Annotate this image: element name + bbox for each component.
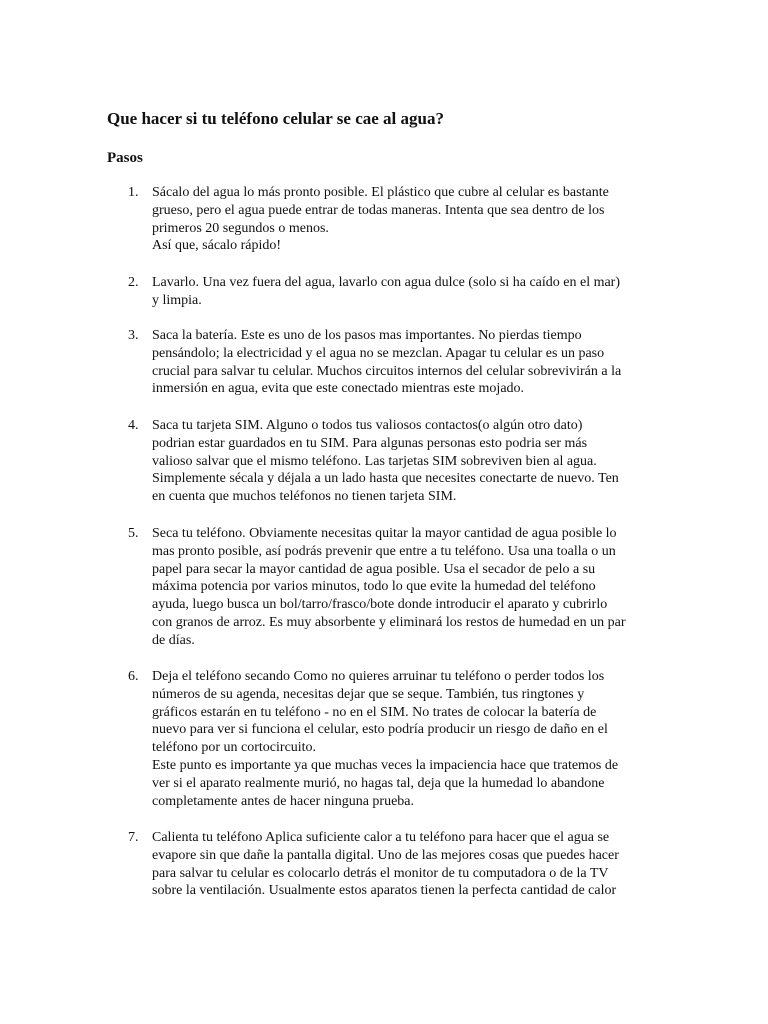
step-line: mas pronto posible, así podrás prevenir que entre a tu teléfono. Usa una toalla o un bbox=[152, 543, 616, 559]
step-text bbox=[152, 417, 662, 506]
document-title: Que hacer si tu teléfono celular se cae al agua? bbox=[107, 109, 444, 128]
step-line: grueso, pero el agua puede entrar de todas maneras. Intenta que sea dentro de los bbox=[152, 202, 605, 218]
step-text bbox=[152, 327, 662, 398]
step-line: ayuda, luego busca un bol/tarro/frasco/bote donde introducir el aparato y cubrirlo bbox=[152, 597, 608, 613]
step-number: 4. bbox=[128, 418, 139, 433]
step-text bbox=[152, 274, 662, 310]
step-line: completamente antes de hacer ninguna prueba. bbox=[152, 793, 414, 809]
step-number: 7. bbox=[128, 830, 139, 845]
step-line: nuevo para ver si funciona el celular, esto podría producir un riesgo de daño en el bbox=[152, 722, 608, 738]
steps-heading: Pasos bbox=[107, 150, 143, 166]
step-line: Deja el teléfono secando Como no quieres arruinar tu teléfono o perder todos los bbox=[152, 669, 605, 684]
step-line: crucial para salvar tu celular. Muchos circuitos internos del celular sobrevivirán a la bbox=[152, 363, 622, 379]
step-line: números de su agenda, necesitas dejar que se seque. También, tus ringtones y bbox=[152, 686, 585, 702]
step-line: Este punto es importante ya que muchas veces la impaciencia hace que tratemos de bbox=[152, 757, 619, 773]
step-text bbox=[152, 668, 662, 810]
step-line: sobre la ventilación. Usualmente estos aparatos tienen la perfecta cantidad de calor bbox=[152, 883, 617, 899]
step-line: y limpia. bbox=[152, 292, 202, 308]
step-line: ver si el aparato realmente murió, no hagas tal, deja que la humedad lo abandone bbox=[152, 775, 605, 791]
step-line: máxima potencia por varios minutos, todo lo que evite la humedad del teléfono bbox=[152, 579, 596, 595]
step-line: Calienta tu teléfono Aplica suficiente calor a tu teléfono para hacer que el agua se bbox=[152, 830, 610, 845]
step-line: pensándolo; la electricidad y el agua no se mezclan. Apagar tu celular es un paso bbox=[152, 345, 605, 361]
step-number: 5. bbox=[128, 526, 139, 541]
step-line: teléfono por un cortocircuito. bbox=[152, 740, 317, 756]
step-line: Así que, sácalo rápido! bbox=[152, 238, 282, 254]
step-number: 3. bbox=[128, 328, 139, 343]
step-line: evapore sin que dañe la pantalla digital. Uno de las mejores cosas que puedes hacer bbox=[152, 847, 619, 863]
step-number: 2. bbox=[128, 275, 139, 290]
step-line: con granos de arroz. Es muy absorbente y eliminará los restos de humedad en un par bbox=[152, 614, 626, 630]
step-line: Lavarlo. Una vez fuera del agua, lavarlo con agua dulce (solo si ha caído en el mar) bbox=[152, 275, 621, 290]
step-text bbox=[152, 829, 662, 900]
step-line: inmersión en agua, evita que este conectado mientras este mojado. bbox=[152, 381, 525, 397]
step-text bbox=[152, 525, 662, 650]
step-line: gráficos estarán en tu teléfono - no en el SIM. No trates de colocar la batería de bbox=[152, 704, 597, 720]
step-line: primeros 20 segundos o menos. bbox=[152, 220, 329, 236]
step-text bbox=[152, 184, 662, 255]
step-line: Seca tu teléfono. Obviamente necesitas quitar la mayor cantidad de agua posible lo bbox=[152, 526, 617, 541]
step-line: Simplemente sécala y déjala a un lado hasta que necesites conectarte de nuevo. Ten bbox=[152, 471, 619, 487]
step-number: 1. bbox=[128, 185, 139, 200]
step-line: podrian estar guardados en tu SIM. Para algunas personas esto podria ser más bbox=[152, 435, 588, 451]
step-line: valioso salvar que el mismo teléfono. Las tarjetas SIM sobreviven bien al agua. bbox=[152, 453, 597, 469]
step-line: Sácalo del agua lo más pronto posible. El plástico que cubre al celular es bastante bbox=[152, 185, 609, 200]
step-line: Saca tu tarjeta SIM. Alguno o todos tus valiosos contactos(o algún otro dato) bbox=[152, 418, 583, 433]
step-line: Saca la batería. Este es uno de los pasos mas importantes. No pierdas tiempo bbox=[152, 328, 582, 343]
step-line: papel para secar la mayor cantidad de agua posible. Usa el secador de pelo a su bbox=[152, 561, 596, 577]
step-line: de días. bbox=[152, 632, 195, 648]
step-number: 6. bbox=[128, 669, 139, 684]
step-line: para salvar tu celular es colocarlo detrás el monitor de tu computadora o de la TV bbox=[152, 865, 609, 881]
step-line: en cuenta que muchos teléfonos no tienen tarjeta SIM. bbox=[152, 489, 457, 505]
